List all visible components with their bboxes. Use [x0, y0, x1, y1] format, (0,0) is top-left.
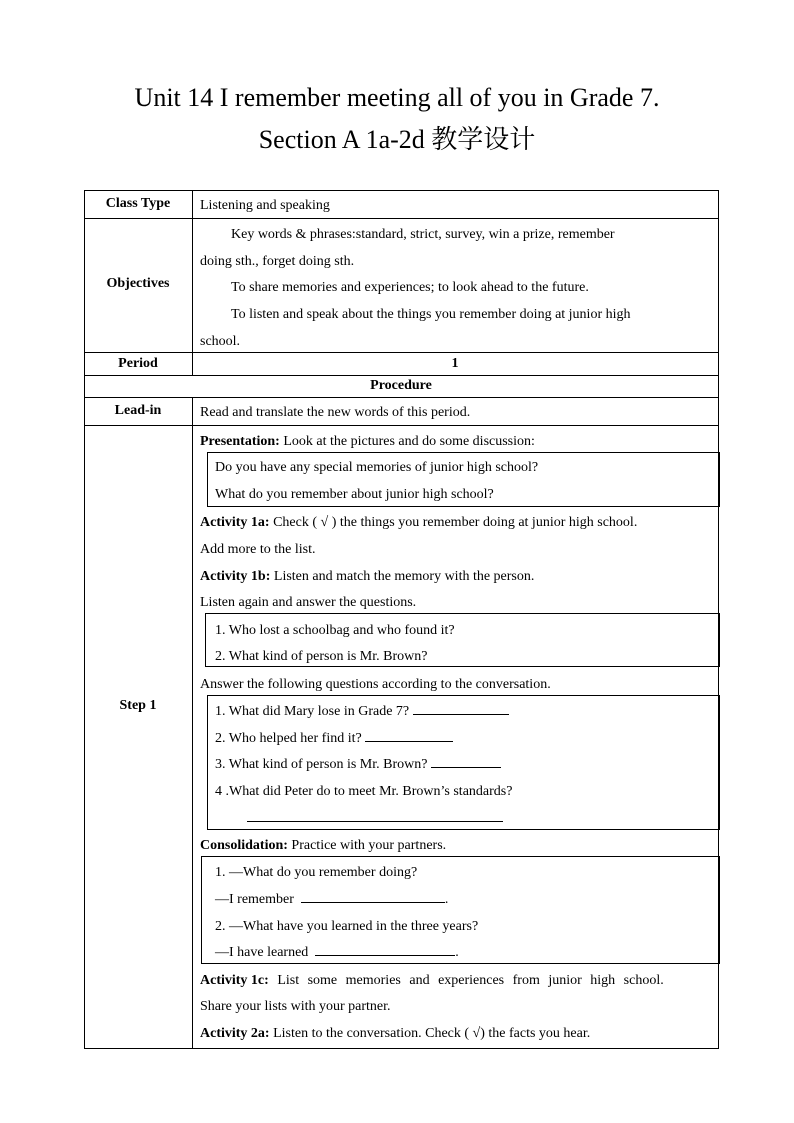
activity-1c-label: Activity 1c: — [200, 973, 269, 988]
answer-blank — [247, 807, 503, 822]
activity-1a-line2: Add more to the list. — [200, 542, 316, 557]
class-type-value: Listening and speaking — [200, 198, 330, 213]
title-line-1: Unit 14 I remember meeting all of you in Grade 7. — [134, 83, 660, 112]
activity-1b-line — [200, 563, 534, 590]
objectives-line: Key words & phrases:standard, strict, survey, win a prize, remember — [231, 227, 615, 242]
activity-1a-line — [200, 509, 637, 536]
activity-1c-line — [200, 967, 664, 994]
box2-line: 2. What kind of person is Mr. Brown? — [215, 649, 428, 664]
objectives-line: To share memories and experiences; to look ahead to the future. — [231, 280, 589, 295]
box3-line: 1. What did Mary lose in Grade 7? — [215, 698, 509, 725]
activity-2a-line — [200, 1020, 590, 1047]
activity-1a-text: Check ( √ ) the things you remember doing at junior high school. — [269, 515, 638, 530]
activity-1b-label: Activity 1b: — [200, 569, 271, 584]
box3-line: 2. Who helped her find it? — [215, 725, 453, 752]
box3-line: 3. What kind of person is Mr. Brown? — [215, 751, 501, 778]
box1-line: What do you remember about junior high school? — [215, 487, 494, 502]
objectives-line: school. — [200, 334, 241, 349]
box2-line: 1. Who lost a schoolbag and who found it? — [215, 623, 455, 638]
activity-2a-text: Listen to the conversation. Check ( √) the facts you hear. — [269, 1026, 591, 1041]
presentation-line — [200, 428, 535, 455]
lead-in-value: Read and translate the new words of this period. — [200, 405, 471, 420]
presentation-text: Look at the pictures and do some discussion: — [279, 434, 535, 449]
box4-line: —I remember . — [215, 886, 448, 913]
lead-in-label: Lead-in — [114, 403, 162, 418]
activity-1b-text: Listen and match the memory with the person. — [270, 569, 535, 584]
box3-line: 4 .What did Peter do to meet Mr. Brown’s standards? — [215, 784, 513, 799]
objectives-label: Objectives — [106, 276, 170, 291]
objectives-line: doing sth., forget doing sth. — [200, 254, 355, 269]
activity-1c-line2: Share your lists with your partner. — [200, 999, 391, 1014]
consolidation-text: Practice with your partners. — [287, 838, 447, 853]
consolidation-label: Consolidation: — [200, 838, 288, 853]
box4-line: —I have learned . — [215, 939, 459, 966]
period-value: 1 — [451, 356, 459, 371]
objectives-line: To listen and speak about the things you remember doing at junior high — [231, 307, 631, 322]
answer-following-line: Answer the following questions according to the conversation. — [200, 677, 551, 692]
presentation-label: Presentation: — [200, 434, 280, 449]
box1-line: Do you have any special memories of junior high school? — [215, 460, 539, 475]
box4-line: 2. —What have you learned in the three years? — [215, 919, 479, 934]
listen-again-line: Listen again and answer the questions. — [200, 595, 417, 610]
activity-1c-text: List some memories and experiences from junior high school. — [268, 973, 664, 988]
class-type-label: Class Type — [105, 196, 171, 211]
consolidation-line — [200, 832, 446, 859]
step1-label: Step 1 — [119, 698, 157, 713]
activity-2a-label: Activity 2a: — [200, 1026, 270, 1041]
activity-1a-label: Activity 1a: — [200, 515, 270, 530]
lesson-plan-table — [84, 190, 718, 1049]
title-line-2: Section A 1a-2d 教学设计 — [258, 125, 536, 154]
period-label: Period — [118, 356, 158, 371]
procedure-heading: Procedure — [370, 378, 432, 393]
box4-line: 1. —What do you remember doing? — [215, 865, 418, 880]
